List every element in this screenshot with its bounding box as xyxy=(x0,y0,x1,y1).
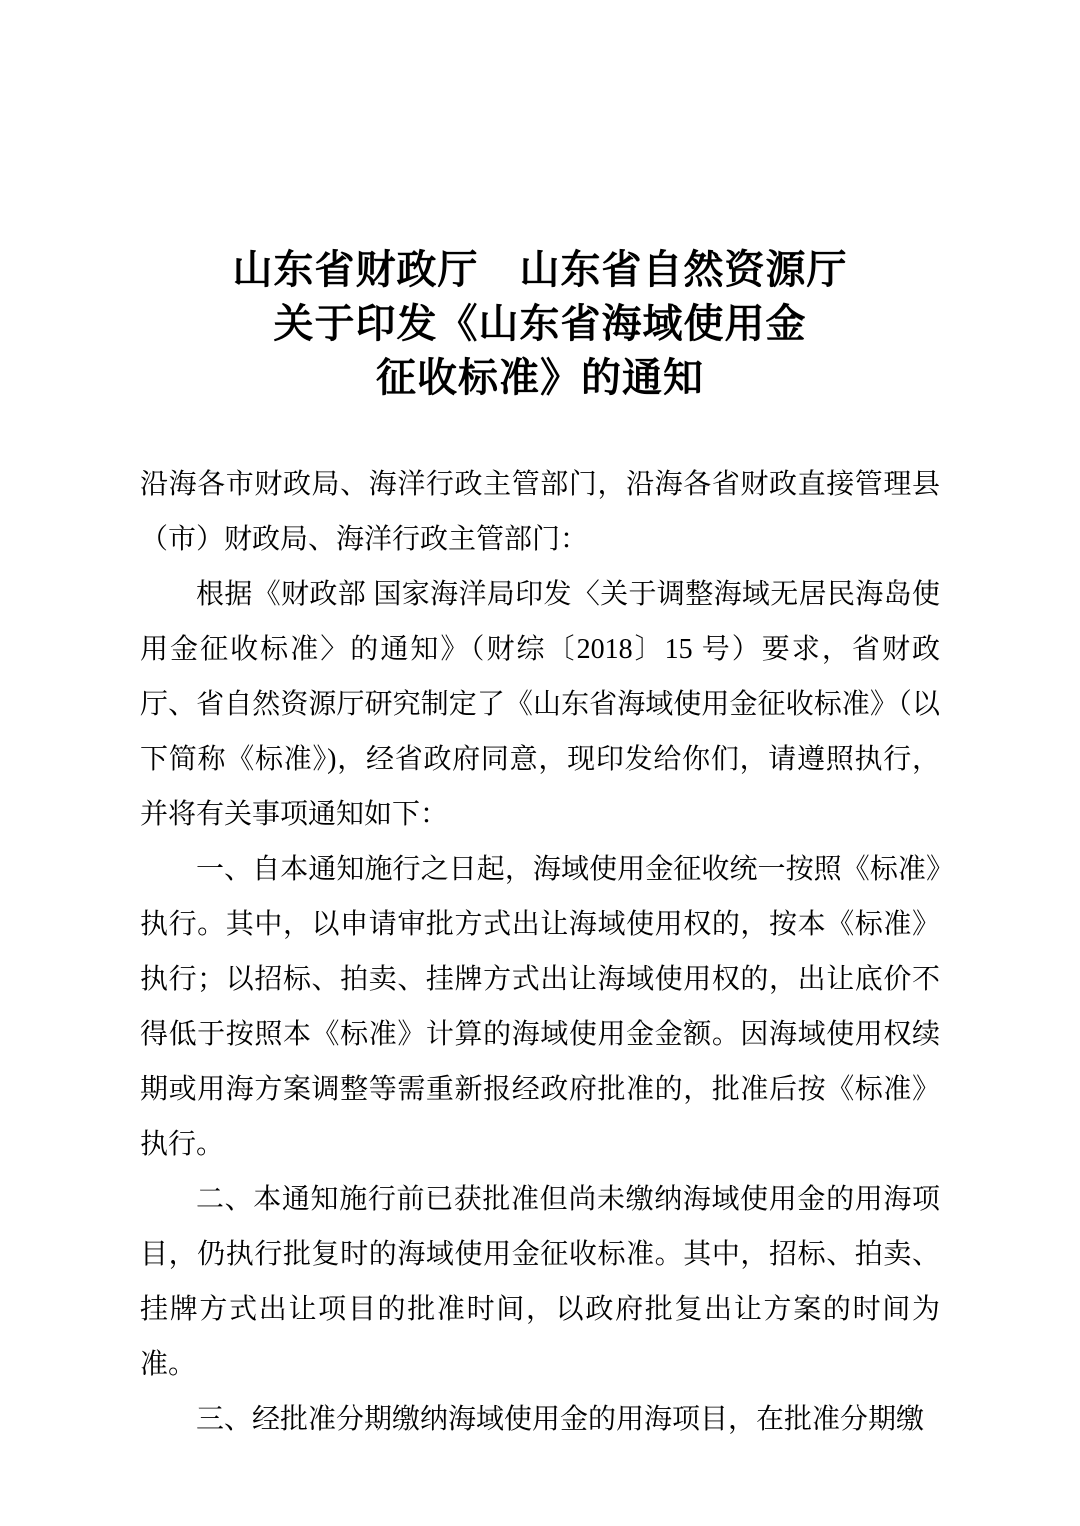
salutation-paragraph: 沿海各市财政局、海洋行政主管部门，沿海各省财政直接管理县（市）财政局、海洋行政主管部门： xyxy=(140,469,940,555)
intro-paragraph: 根据《财政部 国家海洋局印发〈关于调整海域无居民海岛使用金征收标准〉的通知》（财综〔2018〕15 号）要求，省财政厅、省自然资源厅研究制定了《山东省海域使用金征收标准》（以下简称《标准》)，经省政府同意，现印发给你们，请遵照执行，并将有关事项通知如下： xyxy=(140,579,940,830)
item-1-paragraph: 一、自本通知施行之日起，海域使用金征收统一按照《标准》执行。其中，以申请审批方式出让海域使用权的，按本《标准》执行；以招标、拍卖、挂牌方式出让海域使用权的，出让底价不得低于按照本《标准》计算的海域使用金金额。因海域使用权续期或用海方案调整等需重新报经政府批准的，批准后按《标准》执行。 xyxy=(140,854,940,1160)
item-2-paragraph: 二、本通知施行前已获批准但尚未缴纳海域使用金的用海项目，仍执行批复时的海域使用金征收标准。其中，招标、拍卖、挂牌方式出让项目的批准时间，以政府批复出让方案的时间为准。 xyxy=(140,1184,940,1380)
document-body xyxy=(140,457,940,1447)
document-title xyxy=(0,243,1080,405)
title-line-3: 征收标准》的通知 xyxy=(376,355,704,400)
title-line-1: 山东省财政厅 山东省自然资源厅 xyxy=(232,247,848,292)
title-line-2: 关于印发《山东省海域使用金 xyxy=(273,301,807,346)
item-3-paragraph: 三、经批准分期缴纳海域使用金的用海项目，在批准分期缴 xyxy=(196,1404,925,1435)
